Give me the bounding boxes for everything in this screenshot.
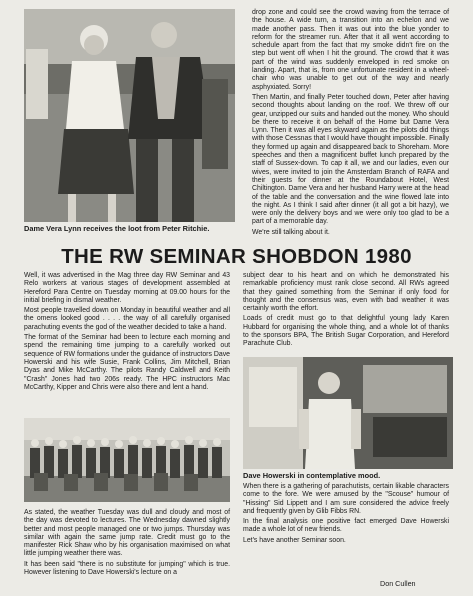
top-right-text xyxy=(252,9,449,239)
right-paragraph-2: Loads of credit must go to that delightful young lady Karen Hubbard for organising the whole thing, and a whole lot of thanks to the sponsors BPA, The British Sugar Corporation, and Hereford Parachute Club. xyxy=(243,315,449,348)
article-title: THE RW SEMINAR SHOBDON 1980 xyxy=(61,245,412,268)
left-paragraph-2: Most people travelled down on Monday in beautiful weather and all the omens looked good . . . . the way of all carefully organised parachuting events the god of the weather decided to take a hand. xyxy=(24,307,230,331)
photo-illustration-group xyxy=(24,418,230,502)
photo-group xyxy=(24,418,230,502)
photo-caption-vera-lynn: Dame Vera Lynn receives the loot from Peter Ritchie. xyxy=(24,224,210,233)
left-paragraph-1: Well, it was advertised in the Mag three day RW Seminar and 43 Relo workers at various stages of development assembled at Hereford Para Centre on Tuesday morning at 09.00 hours for the initial briefing in dismal weather. xyxy=(24,272,230,304)
left-paragraph-4: As stated, the weather Tuesday was dull and cloudy and most of the day was devoted to lectures. The Wednesday dawned slightly better and most people managed one or two jumps. Thursday was similar with again the same jump rate. Credit must go to the manifester Rick Shaw who by his organisation maximised on what little jumping weather there was. xyxy=(24,509,230,558)
right-paragraph-5: Let's have another Seminar soon. xyxy=(243,536,346,544)
right-paragraph-4: In the final analysis one positive fact emerged Dave Howerski made a whole lot of new friends. xyxy=(243,518,449,534)
photo-caption-dave-howerski: Dave Howerski in contemplative mood. xyxy=(243,471,381,480)
top-right-paragraph-1: drop zone and could see the crowd waving from the terrace of the house. A wide turn, a transition into an echelon and we made another pass. Then it was out into the blue yonder to reform for the streamer run. After that it all went according to schedule apart from the fact that my smoke didn't fire on the step but went off when I hit the ground. The crowd that it was part of the wind was suddenly enveloped in red smoke on landing. Apart, that is, from one unfortunate resident in a wheel-chair who was unable to get out of the way and nearly asphyxiated. Sorry! xyxy=(252,9,449,91)
right-paragraph-1: subject dear to his heart and on which he demonstrated his remarkable proficiency must rank close second. All RWs agreed that they gained something from the Seminar if only food for thought and the consensus was, even with bad weather it was certainly worth the effort. xyxy=(243,272,449,313)
right-column-text xyxy=(243,272,449,351)
top-right-paragraph-3: We're still talking about it. xyxy=(252,228,330,236)
left-paragraph-5: It has been said "there is no substitute for jumping" which is true. However listening to Dave Howerski's lecture on a xyxy=(24,560,230,577)
photo-illustration-vera-lynn xyxy=(24,9,235,222)
photo-dave-howerski xyxy=(243,357,453,469)
left-paragraph-3: The format of the Seminar had been to lecture each morning and spend the remaining time jumping to a carefully worked out sequence of RW formations under the guidance of instructors Dave Howerski and his wife Susie, Frank Collins, Jim Mitchell, Brian Dyas and Mike McCarthy. The pilots Randy Caldwell and Keith "Crash" Jones had two 206s ready. The HPC instructors Mac McCarthy, Kipper and Chris were also there and lent a hand. xyxy=(24,334,230,391)
photo-illustration-howerski xyxy=(243,357,453,469)
right-paragraph-3: When there is a gathering of parachutists, certain likable characters come to the fore. We were amused by the "Scouse" humour of "Hissing" Sid Lippett and I am sure considered the advice freely and frequently given by Glib Fibbs RN. xyxy=(243,483,449,515)
right-column-text-lower xyxy=(243,483,449,547)
photo-dame-vera-lynn xyxy=(24,9,235,222)
left-column-text xyxy=(24,272,230,394)
left-column-text-lower xyxy=(24,509,230,579)
author-signature: Don Cullen xyxy=(380,579,416,588)
top-right-paragraph-2: Then Martin, and finally Peter touched down, Peter after having second thoughts about landing on the roof. We threw off our gear, unzipped our suits and handed out the money. Who should be there to receive it on behalf of the Home but Dame Vera Lynn. Then it was all eyes skyward again as the pilots did things with those Cessnas that I would have thought impossible. Finally they formed up again and disappeared back to Shoreham. More speeches and then a magnificent buffet lunch prepared by the staff of Sussex-down. To cap it all, we and our ladies, even our wives, were invited to join the Amsterdam Branch of RAFA and their guests for dinner at the Roundabout Hotel, West Chiltington. Dame Vera and her husband Harry were at the head of the table and the conversation and the wine flowed late into the night. As I think I said after dinner (it all got a bit hazy), we were only the delivery boys and we were only too glad to be a part of a memorable day. xyxy=(252,93,449,226)
